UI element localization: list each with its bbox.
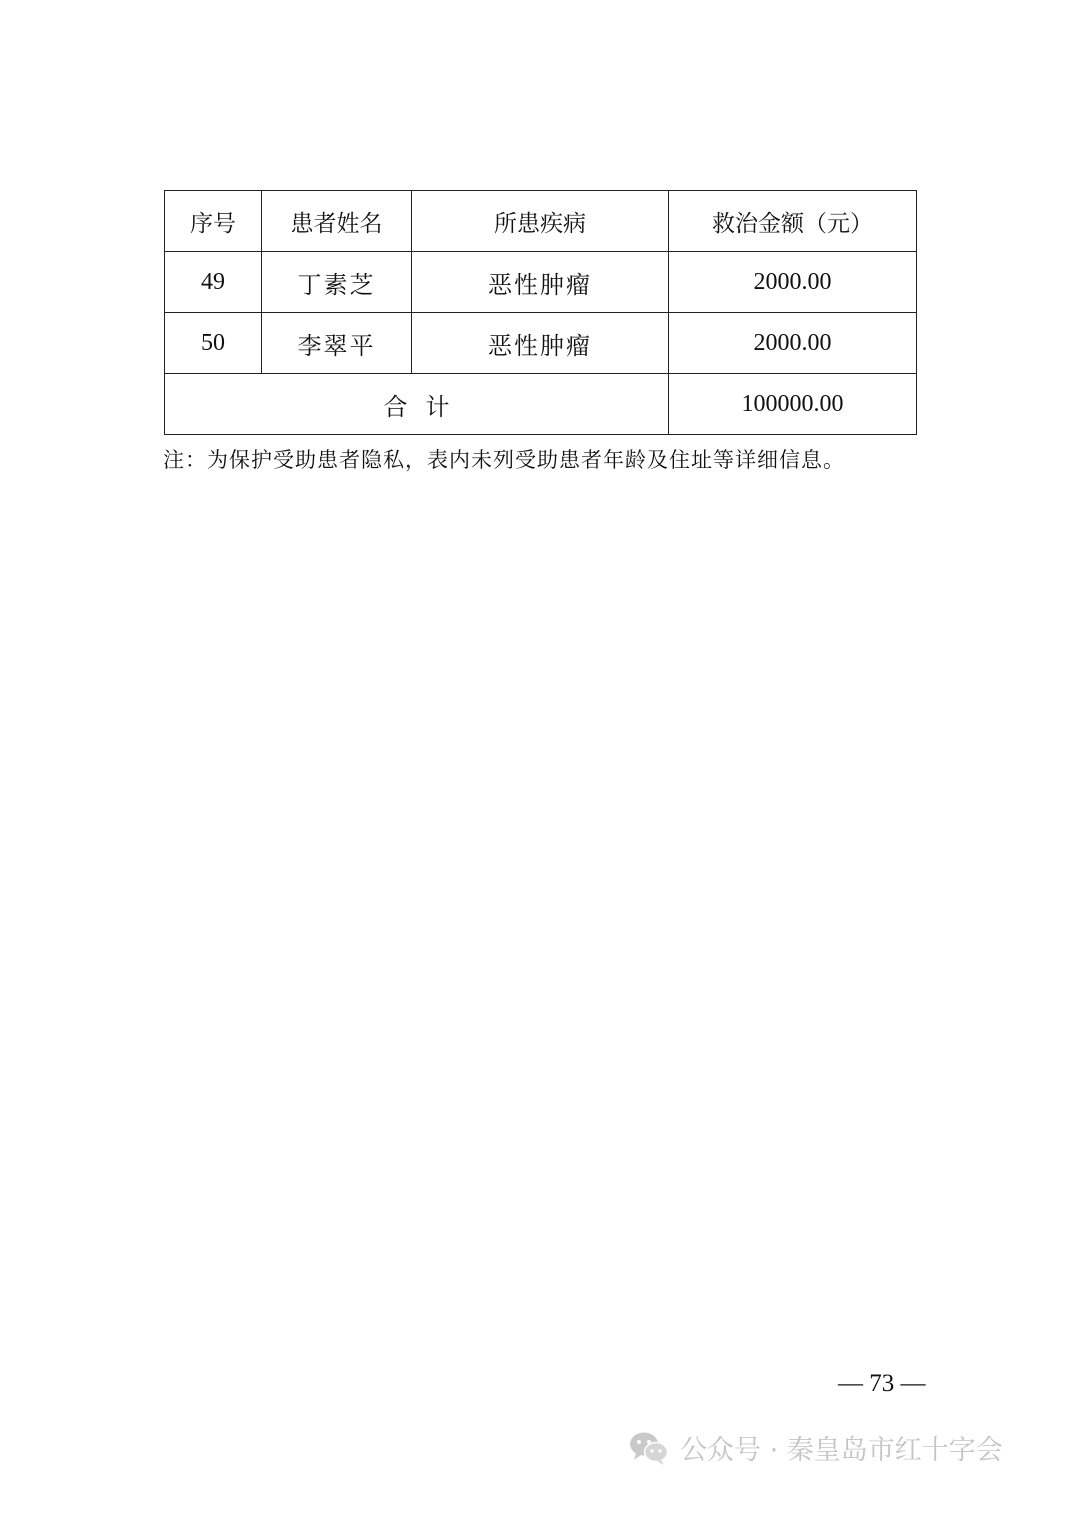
- cell-disease: 恶性肿瘤: [412, 313, 669, 374]
- page-number: — 73 —: [838, 1370, 926, 1397]
- header-disease: 所患疾病: [412, 191, 669, 252]
- table-row: [165, 313, 917, 374]
- cell-name: 李翠平: [262, 313, 412, 374]
- cell-name: 丁素芝: [262, 252, 412, 313]
- cell-amount: 2000.00: [669, 313, 917, 374]
- header-name: 患者姓名: [262, 191, 412, 252]
- wechat-icon: [628, 1430, 670, 1466]
- watermark-text: 公众号 · 秦皇岛市红十字会: [680, 1435, 1003, 1466]
- watermark: [628, 1428, 1003, 1467]
- cell-no: 49: [165, 252, 262, 313]
- cell-disease: 恶性肿瘤: [412, 252, 669, 313]
- total-label: 合计: [165, 374, 669, 435]
- table-header-row: [165, 191, 917, 252]
- relief-table: [164, 190, 917, 435]
- header-no: 序号: [165, 191, 262, 252]
- header-amount: 救治金额（元）: [669, 191, 917, 252]
- cell-no: 50: [165, 313, 262, 374]
- cell-amount: 2000.00: [669, 252, 917, 313]
- privacy-note: 注：为保护受助患者隐私，表内未列受助患者年龄及住址等详细信息。: [163, 448, 845, 472]
- total-amount: 100000.00: [669, 374, 917, 435]
- table-row: [165, 252, 917, 313]
- table-total-row: [165, 374, 917, 435]
